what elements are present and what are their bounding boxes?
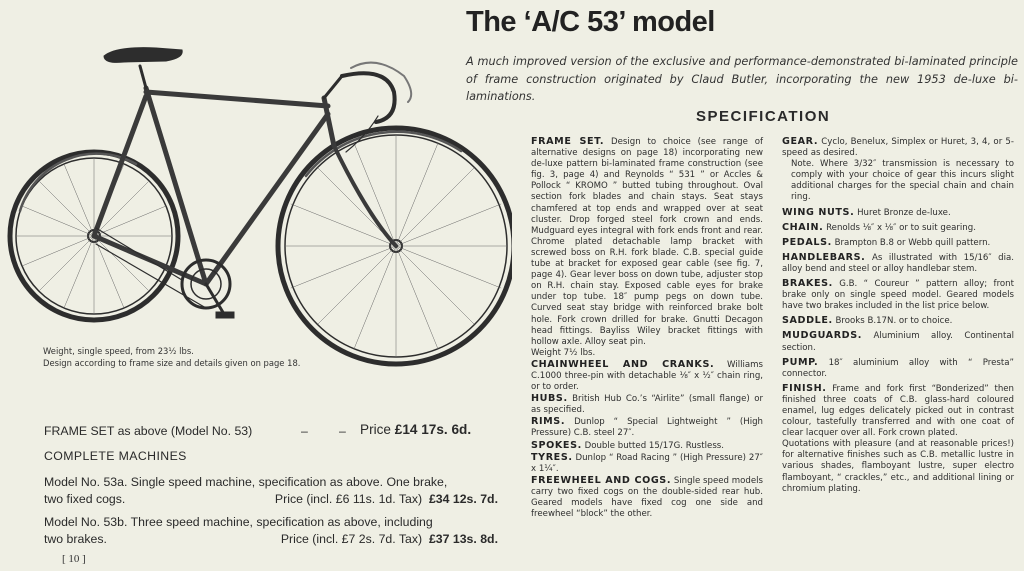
specification-heading: SPECIFICATION [696, 108, 831, 125]
complete-machines-heading: COMPLETE MACHINES [44, 449, 187, 463]
spec-spokes: SPOKES. Double butted 15/17G. Rustless. [531, 439, 725, 451]
spec-finish: FINISH. Frame and fork first “Bonderized” then finished three coats of C.B. glass-hard coloured enamel, lug edges delicately picked out in contrast colour, tastefully transferred and with one coat of clear lacquer over all. Fork crown plated. [782, 382, 1014, 439]
model-53b-detail: two brakes. [44, 532, 107, 546]
spec-rims: RIMS. Dunlop “ Special Lightweight ” (High Pressure) C.B. steel 27″. [531, 416, 764, 439]
page-title: The ‘A/C 53’ model [466, 6, 715, 38]
spec-gear-note: Note. Where 3/32″ transmission is necessary to comply with your choice of gear this incurs slight additional charges for the special chain and chain ring. [791, 159, 1014, 203]
spec-tyres: TYRES. Dunlop “ Road Racing ” (High Pressure) 27″ x 1¼″. [531, 451, 764, 474]
spec-freewheel: FREEWHEEL AND COGS. Single speed models carry two fixed cogs on the double-sided rear hub. Geared models have fixed cog one side and freewheel “block” the other. [531, 474, 763, 520]
dash-separator: – [301, 424, 308, 438]
spec-wing-nuts: WING NUTS. Huret Bronze de-luxe. [782, 206, 951, 218]
spec-hubs: HUBS. British Hub Co.’s “Airlite” (small flange) or as specified. [531, 393, 763, 416]
frame-set-label: FRAME SET as above (Model No. 53) [44, 424, 253, 438]
bicycle-caption [43, 346, 303, 369]
dash-separator: – [339, 424, 346, 438]
spec-pedals: PEDALS. Brampton B.8 or Webb quill pattern. [782, 236, 991, 248]
model-53b [44, 514, 500, 548]
spec-column-left [531, 136, 763, 520]
model-53a-detail: two fixed cogs. [44, 492, 126, 506]
page-number: [ 10 ] [62, 553, 86, 565]
spec-handlebars: HANDLEBARS. As illustrated with 15/16″ dia. alloy bend and steel or alloy handlebar stem. [782, 251, 1015, 274]
spec-chainwheel: CHAINWHEEL AND CRANKS. Williams C.1000 three-pin with detachable ⅛″ x ½″ chain ring, or to order. [531, 358, 763, 393]
spec-brakes: BRAKES. G.B. “ Coureur ” pattern alloy; front brake only on single speed model. Geared models have two brakes included in the list price below. [782, 278, 1014, 312]
intro-paragraph: A much improved version of the exclusive and performance-demonstrated bi-laminated principle of frame construction originated by Claud Butler, incorporating the new 1953 de-luxe bi-laminations. [466, 55, 1018, 103]
model-53b-description: Model No. 53b. Three speed machine, specification as above, including [44, 515, 433, 529]
model-53a-price: Price (incl. £6 11s. 1d. Tax) £34 12s. 7d. [274, 492, 498, 506]
model-53a [44, 474, 500, 508]
model-53b-price: Price (incl. £7 2s. 7d. Tax) £37 13s. 8d. [280, 532, 498, 546]
design-caption: Design according to frame size and details given on page 18. [43, 357, 301, 368]
spec-gear: GEAR. Cyclo, Benelux, Simplex or Huret, 3, 4, or 5-speed as desired. [782, 136, 1014, 159]
spec-saddle: SADDLE. Brooks B.17N. or to choice. [782, 315, 953, 327]
model-53a-description: Model No. 53a. Single speed machine, specification as above. One brake, [44, 475, 448, 489]
spec-frame-set: FRAME SET. Design to choice (see range of alternative designs on page 18) incorporating new de-luxe pattern bi-laminated frame construction (see fig. 3, page 4) and Reynolds “ 531 ” or Accles & Pollock “ KROMO ” butted tubing throughout. Oval section fork blades and chain stays. Seat stays chamfered at top ends and wrapped over at seat cluster. Drop forged steel fork crown and ends. Mudguard eyes integral with fork ends front and rear. Chrome plated detachable lamp bracket with screwed boss on R.H. fork blade. C.B. special guide tube at bracket for exposed gear cable (see fig. 7, page 4). Gear lever boss on down tube, adjuster stop on R.H. chain stay. Exposed cable eyes for brake under top tube. 18″ pump pegs on down tube. Curved seat stay bridge with reinforced brake bolt hole. Fork crown drilled for brake. Gnutti Decagon head fittings. Bayliss Wiley bracket fittings with hollow axle. Alloy seat pin. [531, 136, 763, 347]
spec-quotations: Quotations with pleasure (and at reasonable prices!) for alternative finishes such as C.B. metallic lustre in various shades, flamboyant lustre, super electro flamboyant, “ crackles,” etc., and additional lining or chromium plating. [782, 439, 1014, 494]
spec-pump: PUMP. 18″ aluminium alloy with “ Presta” connector. [782, 356, 1014, 379]
bicycle-illustration [6, 36, 512, 388]
spec-frame-weight: Weight 7½ lbs. [531, 347, 596, 358]
spec-column-right [782, 136, 1014, 495]
spec-chain: CHAIN. Renolds ⅛″ x ⅛″ or to suit gearing. [782, 221, 976, 233]
weight-caption: Weight, single speed, from 23½ lbs. [43, 346, 194, 356]
spec-mudguards: MUDGUARDS. Aluminium alloy. Continental section. [782, 330, 1014, 353]
frame-set-price: Price £14 17s. 6d. [360, 422, 472, 437]
